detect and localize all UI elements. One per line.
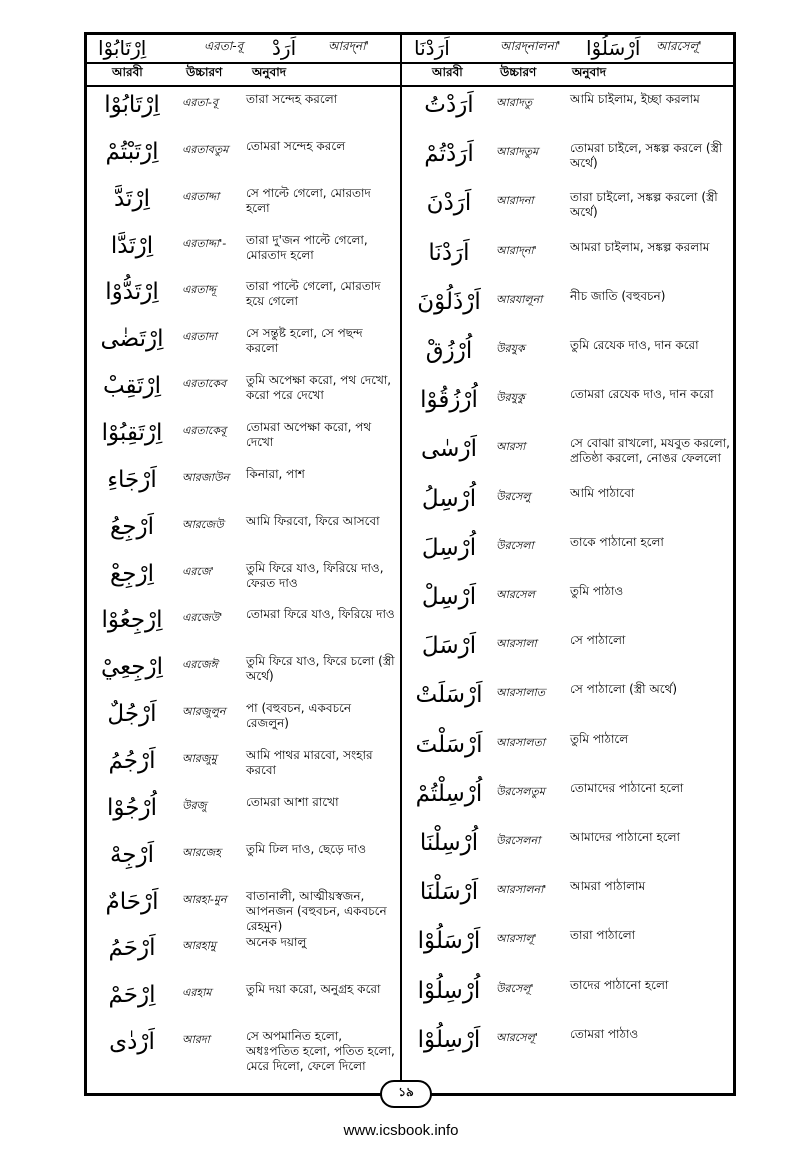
pronunciation: আরসালূ': [496, 932, 537, 946]
meaning: তারা চাইলো, সঙ্কল্প করলো (স্ত্রী অর্থে): [570, 190, 718, 220]
pronunciation: আরদা: [182, 1033, 210, 1047]
meaning: আমাদের পাঠানো হলো: [570, 830, 681, 844]
pronunciation: এরতা-বূ: [182, 96, 218, 109]
arabic-word: اَرَدْنَا: [428, 239, 470, 266]
pronunciation: আরসেলূ': [496, 1030, 538, 1044]
pronunciation: উরসেলতুম: [496, 784, 545, 798]
col-head-arabic-left: আরবী: [112, 65, 143, 79]
arabic-word: اُرْجُوْا: [107, 794, 157, 821]
footer-url: www.icsbook.info: [343, 1122, 459, 1139]
pronunciation: আরাদনা: [496, 194, 534, 208]
meaning: তুমি দয়া করো, অনুগ্রহ করো: [246, 982, 381, 997]
arabic-word: اَرْسَلَ: [421, 633, 477, 660]
meaning: তোমরা চাইলে, সঙ্কল্প করলে (স্ত্রী অর্থে): [570, 141, 723, 171]
pronunciation: আরসা: [496, 440, 526, 454]
pronunciation: উরসেলনা: [496, 834, 541, 847]
pronunciation: উরযুকু: [496, 391, 525, 405]
pronunciation: আরাদতু: [496, 96, 533, 109]
meaning: সে বোঝা রাখলো, মযবুত করলো, প্রতিষ্ঠা করলো, নোঙর ফেললো: [570, 436, 730, 466]
meaning: তোমরা সন্দেহ করলে: [246, 138, 346, 153]
meaning: আমি পাথর মারবো, সংহার করবো: [246, 748, 373, 777]
meaning: নীচ জাতি (বহুবচন): [570, 288, 666, 303]
meaning: তুমি ফিরে যাও, ফিরিয়ে দাও, ফেরত দাও: [246, 560, 384, 590]
pronunciation: এরতাকেব: [182, 377, 227, 391]
pronunciation: উরযুক: [496, 342, 525, 355]
header-rule-bottom: [84, 85, 736, 87]
col-head-pron-right: উচ্চারণ: [500, 65, 537, 79]
meaning: আমি পাঠাবো: [570, 485, 635, 500]
pronunciation: এরতাবতুম: [182, 142, 229, 156]
arabic-word: اَرْجِهْ: [109, 841, 155, 868]
pronunciation: এরতাদ্দূ: [182, 283, 217, 297]
header-right-word1: اَرَدْنَا: [414, 36, 450, 60]
header-right-trans1: আরদ্‌নালনা': [500, 39, 561, 53]
meaning: তুমি পাঠালে: [570, 731, 629, 746]
arabic-word: اُرْسِلْنَا: [419, 830, 479, 856]
arabic-word: اِرْتَضٰى: [100, 326, 164, 353]
arabic-word: اُرْسِلُ: [421, 485, 477, 512]
arabic-word: اِرْتَبْتُمْ: [105, 138, 159, 165]
col-head-pron-left: উচ্চারণ: [186, 65, 223, 79]
pronunciation: আরজুলুন: [182, 705, 226, 719]
arabic-word: اَرْسَلْنَا: [419, 879, 479, 906]
pronunciation: আরজেউ: [182, 517, 224, 531]
meaning: তোমরা অপেক্ষা করো, পথ দেখো: [246, 420, 372, 449]
arabic-word: اَرْسَلَتْ: [415, 682, 483, 709]
meaning: তুমি ঢিল দাও, ছেড়ে দাও: [246, 841, 367, 856]
arabic-word: اِرْتَقِبُوْا: [101, 420, 163, 446]
pronunciation: আরাদ্‌না': [496, 243, 537, 257]
header-left-trans1: এরতা-বূ: [204, 39, 244, 53]
meaning: তাকে পাঠানো হলো: [570, 534, 664, 549]
meaning: আমরা চাইলাম, সঙ্কল্প করলাম: [570, 239, 710, 254]
arabic-word: اِرْتَدَّ: [114, 185, 150, 212]
column-divider: [400, 32, 402, 1096]
pronunciation: এরতাদা: [182, 330, 217, 344]
meaning: তাদের পাঠানো হলো: [570, 977, 669, 992]
meaning: সে পাল্টে গেলো, মোরতাদ হলো: [246, 185, 371, 215]
arabic-word: اِرْحَمْ: [108, 982, 156, 1009]
meaning: কিনারা, পাশ: [246, 466, 305, 481]
pronunciation: আরজাউন: [182, 470, 230, 484]
pronunciation: আরসালনা': [496, 883, 547, 897]
meaning: বাতানালী, আত্মীয়স্বজন, আপনজন (বহুবচন, একবচনে রেহমুন): [246, 888, 387, 933]
header-right-word2: اَرْسَلُوْا: [586, 36, 641, 60]
meaning: পা (বহুবচন, একবচনে রেজলুন): [246, 701, 352, 731]
header-left-trans2: আরদ্‌না': [328, 39, 369, 53]
meaning: আমি ফিরবো, ফিরে আসবো: [246, 513, 380, 528]
arabic-word: اَرْسَلْتَ: [415, 731, 483, 758]
pronunciation: আরহামু: [182, 939, 216, 953]
pronunciation: আরহা-মুন: [182, 892, 227, 906]
meaning: তোমরা ফিরে যাও, ফিরিয়ে দাও: [246, 607, 395, 622]
header-right: [408, 32, 728, 64]
meaning: সে পাঠালো: [570, 633, 626, 648]
meaning: সে পাঠালো (স্ত্রী অর্থে): [570, 682, 678, 697]
arabic-word: اِرْتَابُوْا: [104, 92, 160, 118]
arabic-word: اَرْحَمُ: [108, 935, 156, 962]
arabic-word: اَرْسَلُوْا: [417, 928, 481, 955]
page-number: ১৯: [380, 1080, 432, 1108]
arabic-word: اَرْدٰى: [109, 1029, 155, 1056]
pronunciation: আরসেল: [496, 588, 535, 601]
header-left: [92, 32, 392, 64]
header-rule-top: [84, 62, 736, 64]
col-head-meaning-left: অনুবাদ: [252, 65, 287, 79]
arabic-word: اَرْسٰى: [421, 436, 477, 463]
pronunciation: এরহাম: [182, 986, 212, 1000]
arabic-word: اَرْجُلٌ: [107, 701, 157, 728]
meaning: তুমি ফিরে যাও, ফিরে চলো (স্ত্রী অর্থে): [246, 654, 395, 684]
pronunciation: আরসালা: [496, 637, 537, 651]
col-head-arabic-right: আরবী: [432, 65, 463, 79]
header-right-trans2: আরসেলূ': [656, 39, 702, 53]
arabic-word: اَرْذَلُوْنَ: [417, 288, 481, 315]
arabic-word: اُرْسِلُوْا: [417, 977, 481, 1004]
meaning: তারা দু'জন পাল্টে গেলো, মোরতাদ হলো: [246, 232, 368, 262]
pronunciation: আরজুমু: [182, 752, 217, 765]
pronunciation: এরজেঈ: [182, 658, 218, 672]
arabic-word: اَرَدْنَ: [426, 190, 472, 217]
header-left-word1: اِرْتَابُوْا: [98, 36, 147, 60]
meaning: তোমরা রেযেক দাও, দান করো: [570, 387, 714, 402]
pronunciation: আরসালতা: [496, 735, 545, 749]
arabic-word: اِرْجِعُوْا: [101, 607, 163, 634]
pronunciation: এরতাকেবূ: [182, 424, 227, 437]
meaning: তারা পাঠালো: [570, 928, 636, 943]
pronunciation: এরজে': [182, 564, 214, 578]
arabic-word: اَرَدْتُ: [424, 92, 474, 118]
pronunciation: আরজেহ: [182, 845, 221, 859]
pronunciation: এরজেউ': [182, 611, 223, 625]
arabic-word: اِرْجِعْ: [110, 560, 154, 587]
arabic-word: اُرْسِلْتُمْ: [415, 780, 483, 807]
meaning: অনেক দয়ালু: [246, 935, 307, 950]
header-left-word2: اَرَدْ: [272, 36, 297, 60]
meaning: তোমরা আশা রাখো: [246, 794, 339, 809]
arabic-word: اَرْسِلُوْا: [417, 1026, 481, 1053]
arabic-word: اَرْجَاءِ: [107, 466, 157, 493]
meaning: সে সন্তুষ্ট হলো, সে পছন্দ করলো: [246, 326, 363, 356]
pronunciation: উরসেলা: [496, 538, 534, 552]
pronunciation: উরসেলু: [496, 489, 531, 503]
meaning: আমি চাইলাম, ইচ্ছা করলাম: [570, 92, 700, 106]
meaning: তোমরা পাঠাও: [570, 1026, 639, 1041]
arabic-word: اِرْتَدُّوْا: [105, 279, 159, 306]
meaning: তারা পাল্টে গেলো, মোরতাদ হয়ে গেলো: [246, 279, 381, 309]
pronunciation: আরযালূনা: [496, 292, 543, 306]
arabic-word: اِرْتَقِبْ: [102, 373, 162, 400]
pronunciation: আরসালাত: [496, 686, 545, 700]
meaning: তুমি পাঠাও: [570, 584, 624, 598]
meaning: তোমাদের পাঠানো হলো: [570, 780, 684, 795]
meaning: আমরা পাঠালাম: [570, 879, 646, 894]
col-head-meaning-right: অনুবাদ: [572, 65, 607, 79]
meaning: তারা সন্দেহ করলো: [246, 92, 338, 106]
meaning: সে অপমানিত হলো, অধঃপতিত হলো, পতিত হলো, মেরে দিলো, ফেলে দিলো: [246, 1029, 395, 1074]
arabic-word: اِرْتَدَّا: [110, 232, 154, 259]
arabic-word: اَرْجِعُ: [110, 513, 154, 540]
pronunciation: এরতাদ্দা: [182, 189, 220, 203]
meaning: তুমি রেযেক দাও, দান করো: [570, 338, 699, 352]
arabic-word: اَرَدْتُمْ: [424, 141, 474, 168]
pronunciation: উরজু: [182, 798, 207, 812]
arabic-word: اُرْسِلَ: [421, 534, 477, 561]
pronunciation: উরসেলূ': [496, 981, 534, 995]
arabic-word: اُرْزُقُوْا: [420, 387, 478, 414]
arabic-word: اِرْجِعِيْ: [101, 654, 163, 681]
arabic-word: اُرْزُقْ: [425, 338, 473, 364]
arabic-word: اَرْسِلْ: [421, 584, 477, 610]
pronunciation: আরাদতুম: [496, 145, 539, 159]
meaning: তুমি অপেক্ষা করো, পথ দেখো, করো পরে দেখো: [246, 373, 392, 403]
arabic-word: اَرْجُمُ: [108, 748, 156, 774]
pronunciation: এরতাদ্দা'-: [182, 236, 227, 250]
arabic-word: اَرْحَامٌ: [105, 888, 159, 915]
